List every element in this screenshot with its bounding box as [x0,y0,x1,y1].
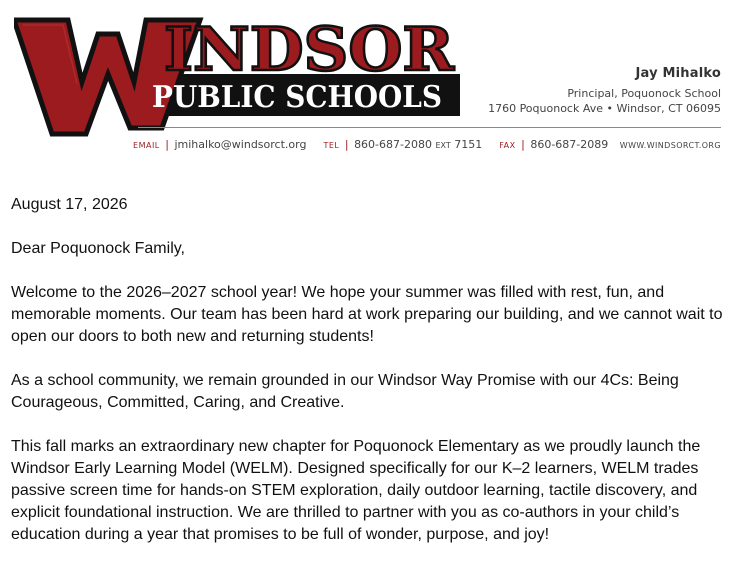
fax-number: 860-687-2089 [530,138,609,151]
tel-label: TEL [323,141,340,150]
school-address: 1760 Poquonock Ave • Windsor, CT 06095 [488,102,721,115]
windsor-public-schools-logo [14,12,460,142]
separator: | [344,138,349,151]
letter-paragraph: Welcome to the 2026–2027 school year! We hope your summer was filled with rest, fun, and memorable moments. Our team has been hard at work preparing our building, and we cannot wait to open our doors to both new and returning students! [11,284,723,345]
separator: | [165,138,169,151]
letterhead [0,0,749,160]
logo-word-text: INDSOR [164,15,456,85]
letter-date: August 17, 2026 [11,196,128,213]
tel-ext: 7151 [454,138,483,151]
email-address[interactable]: jmihalko@windsorct.org [174,138,307,151]
letter-salutation: Dear Poquonock Family, [11,240,185,257]
letter-paragraph: This fall marks an extraordinary new chapter for Poquonock Elementary as we proudly launch the Windsor Early Learning Model (WELM). Designed specifically for our K–2 learners, WELM trades passive screen time for hands-on STEM exploration, daily outdoor learning, tactile discovery, and explicit foundational instruction. We are thrilled to partner with you as co-authors in your child’s education during a year that promises to be full of wonder, purpose, and joy! [11,438,701,543]
principal-title: Principal, Poquonock School [567,87,721,100]
tel-ext-label: EXT [435,141,451,150]
fax-label: FAX [499,141,516,150]
letterhead-divider [138,127,721,128]
logo-subtitle-text: PUBLIC SCHOOLS [152,80,442,115]
tel-number: 860-687-2080 [354,138,432,151]
letter-body [11,194,741,568]
separator: | [521,138,525,151]
website-link[interactable]: WWW.WINDSORCT.ORG [619,141,721,150]
principal-name: Jay Mihalko [635,66,721,81]
email-label: EMAIL [133,141,160,150]
principal-contact-block [488,66,721,116]
contact-info-line [133,138,721,151]
letter-paragraph: As a school community, we remain grounded in our Windsor Way Promise with our 4Cs: Being Courageous, Committed, Caring, and Creative. [11,372,679,411]
